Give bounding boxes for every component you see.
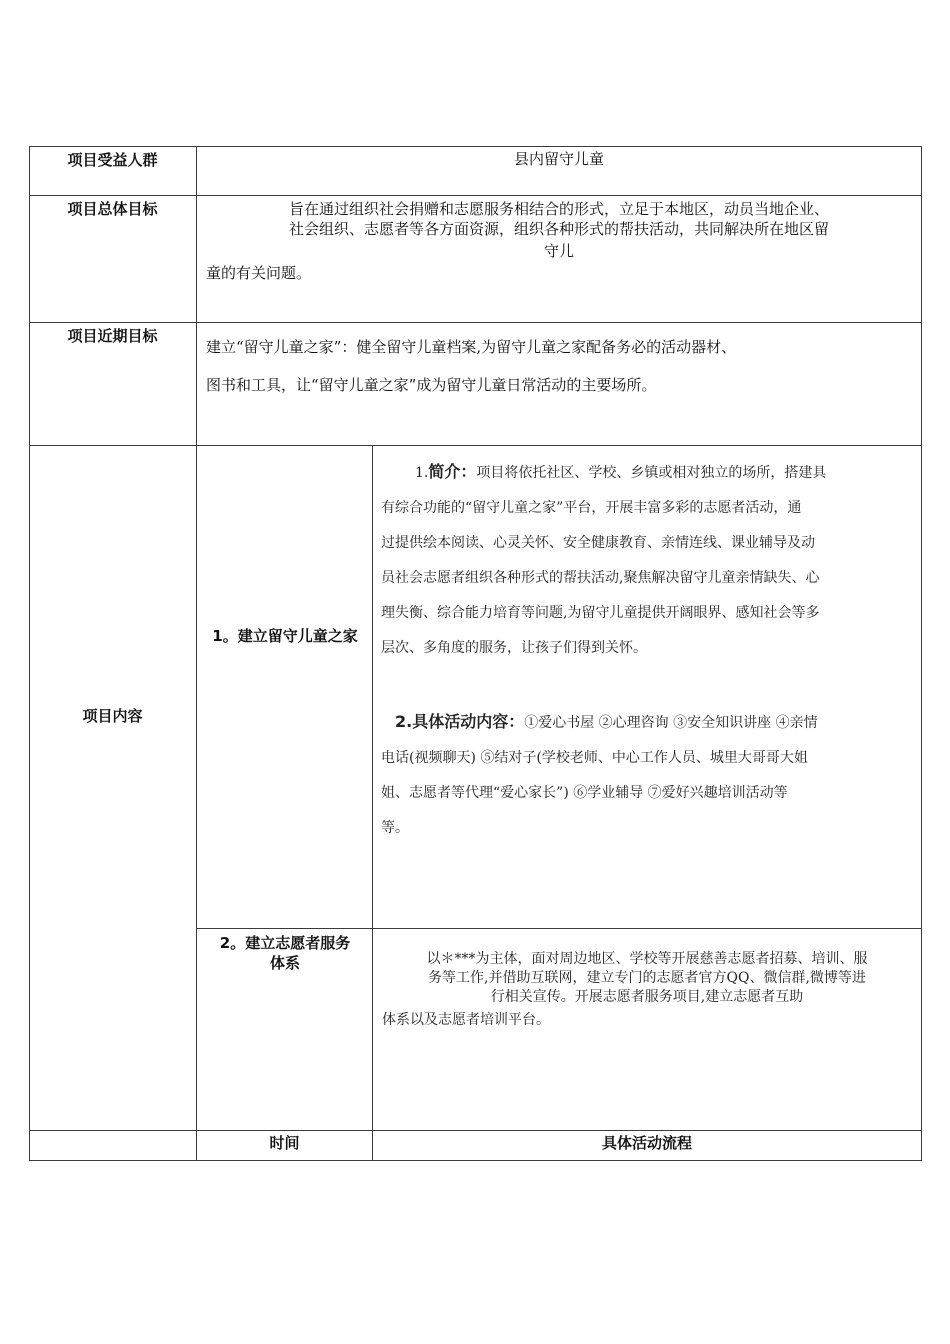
intro-number: 1. bbox=[415, 465, 429, 481]
table-border-top bbox=[29, 146, 922, 147]
intro-line: 理失衡、综合能力培育等问题,为留守儿童提供开阔眼界、感知社会等多 bbox=[381, 605, 820, 621]
row-divider bbox=[29, 195, 922, 196]
overall-goal-line: 童的有关问题。 bbox=[206, 264, 312, 282]
item2-title bbox=[201, 933, 369, 973]
intro-line: 员社会志愿者组织各种形式的帮扶活动,聚焦解决留守儿童亲情缺失、心 bbox=[381, 570, 820, 586]
time-column-header: 时间 bbox=[269, 1134, 300, 1152]
table-border-right bbox=[921, 146, 922, 1161]
row-divider bbox=[29, 322, 922, 323]
item2-line: 体系以及志愿者培训平台。 bbox=[382, 1012, 550, 1028]
content-label: 项目内容 bbox=[82, 707, 143, 725]
column-divider bbox=[196, 146, 197, 1161]
activities-section bbox=[381, 704, 917, 846]
item1-title: 1。建立留守儿童之家 bbox=[212, 627, 358, 645]
item2-line: 务等工作,并借助互联网，建立专门的志愿者官方QQ、微信群,微博等进 bbox=[428, 970, 866, 986]
activities-heading: 2.具体活动内容： bbox=[395, 712, 525, 731]
intro-first-line bbox=[381, 454, 917, 491]
activities-line: 姐、志愿者等代理“爱心家长”) ⑥学业辅导 ⑦爱好兴趣培训活动等 bbox=[381, 785, 788, 801]
row-divider bbox=[29, 1130, 922, 1131]
activities-line: ①爱心书屋 ②心理咨询 ③安全知识讲座 ④亲情 bbox=[524, 715, 818, 731]
intro-line: 层次、多角度的服务，让孩子们得到关怀。 bbox=[381, 640, 647, 656]
row-divider bbox=[196, 928, 922, 929]
row-divider bbox=[29, 445, 922, 446]
activities-first-line bbox=[381, 704, 917, 741]
near-goal-line: 图书和工具，让“留守儿童之家”成为留守儿童日常活动的主要场所。 bbox=[206, 376, 657, 394]
beneficiaries-label: 项目受益人群 bbox=[67, 151, 158, 169]
item2-title-line: 体系 bbox=[269, 954, 300, 972]
item2-line: 行相关宣传。开展志愿者服务项目,建立志愿者互助 bbox=[490, 989, 804, 1005]
intro-line: 有综合功能的“留守儿童之家”平台，开展丰富多彩的志愿者活动，通 bbox=[381, 500, 802, 516]
activities-line: 电话(视频聊天) ⑤结对子(学校老师、中心工作人员、城里大哥哥大姐 bbox=[381, 750, 808, 766]
intro-heading: 简介： bbox=[428, 462, 477, 481]
overall-goal-line: 旨在通过组织社会捐赠和志愿服务相结合的形式，立足于本地区，动员当地企业、 bbox=[288, 200, 829, 218]
item2-title-line: 2。建立志愿者服务 bbox=[219, 934, 351, 952]
overall-goal-line: 社会组织、志愿者等各方面资源，组织各种形式的帮扶活动，共同解决所在地区留 bbox=[288, 220, 829, 238]
overall-goal-label: 项目总体目标 bbox=[67, 200, 158, 218]
activities-line: 等。 bbox=[381, 820, 409, 836]
intro-line: 项目将依托社区、学校、乡镇或相对独立的场所，搭建具 bbox=[476, 465, 827, 481]
flow-column-header: 具体活动流程 bbox=[601, 1134, 692, 1152]
intro-line: 过提供绘本阅读、心灵关怀、安全健康教育、亲情连线、课业辅导及动 bbox=[381, 535, 815, 551]
near-goal-line: 建立“留守儿童之家”：健全留守儿童档案,为留守儿童之家配备务必的活动器材、 bbox=[206, 338, 737, 356]
table-border-bottom bbox=[29, 1160, 922, 1161]
beneficiaries-value: 县内留守儿童 bbox=[513, 150, 604, 168]
near-goal-label: 项目近期目标 bbox=[67, 327, 158, 345]
table-border-left bbox=[29, 146, 30, 1161]
project-table bbox=[29, 146, 922, 1162]
overall-goal-line: 守儿 bbox=[543, 242, 574, 260]
intro-section bbox=[381, 454, 917, 666]
column-divider bbox=[372, 445, 373, 1161]
item2-line: 以＊***为主体，面对周边地区、学校等开展慈善志愿者招募、培训、服 bbox=[426, 951, 868, 967]
